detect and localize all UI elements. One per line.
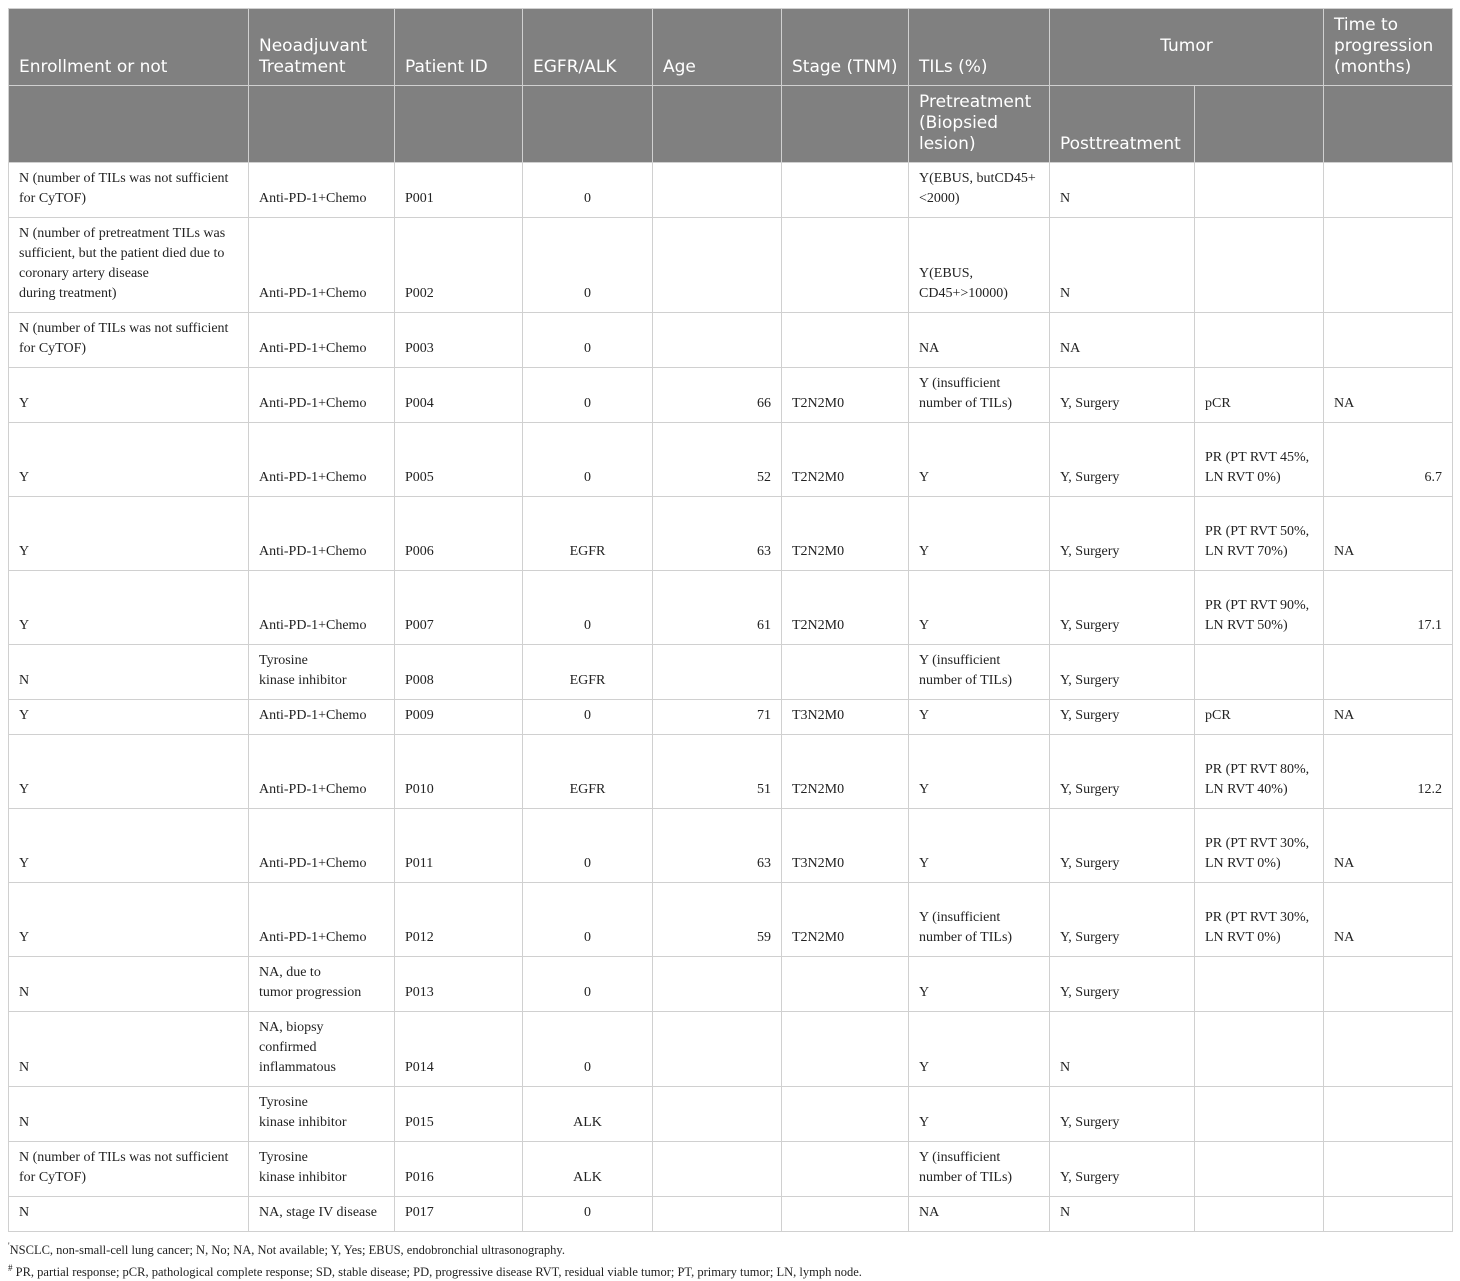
cell-egfr-alk: 0 — [523, 700, 653, 735]
table-row — [9, 883, 1453, 957]
cell-posttreatment: Y, Surgery — [1050, 1087, 1195, 1142]
cell-pretreatment: Y — [909, 735, 1050, 809]
cell-treatment: Anti-PD-1+Chemo — [249, 218, 395, 313]
cell-time-to-progression: NA — [1324, 497, 1453, 571]
cell-pretreatment: Y — [909, 497, 1050, 571]
cell-pretreatment: Y — [909, 809, 1050, 883]
cell-enrollment: N — [9, 1087, 249, 1142]
table-row — [9, 218, 1453, 313]
subheader-empty — [782, 86, 909, 163]
header-age: Age — [653, 9, 782, 86]
cell-treatment: Anti-PD-1+Chemo — [249, 735, 395, 809]
table-row — [9, 1087, 1453, 1142]
footnote-text: PR, partial response; pCR, pathological complete response; SD, stable disease; PD, progressive disease RVT, residual viable tumor; PT, primary tumor; LN, lymph node. — [15, 1265, 862, 1280]
cell-time-to-progression: NA — [1324, 368, 1453, 423]
cell-time-to-progression: 17.1 — [1324, 571, 1453, 645]
cell-pretreatment: Y — [909, 700, 1050, 735]
footnote-response-terms — [8, 1259, 1452, 1281]
cell-age: 51 — [653, 735, 782, 809]
cell-time-to-progression — [1324, 957, 1453, 1012]
cell-time-to-progression: NA — [1324, 700, 1453, 735]
cell-enrollment: N — [9, 957, 249, 1012]
cell-posttreatment: N — [1050, 1197, 1195, 1232]
cell-age — [653, 218, 782, 313]
cell-pretreatment: Y — [909, 1087, 1050, 1142]
subheader-posttreatment: Posttreatment — [1050, 86, 1195, 163]
header-enrollment: Enrollment or not — [9, 9, 249, 86]
cell-tumor-response: PR (PT RVT 90%, LN RVT 50%) — [1195, 571, 1324, 645]
table-body — [9, 163, 1453, 1232]
table-row — [9, 163, 1453, 218]
cell-egfr-alk: 0 — [523, 809, 653, 883]
header-stage: Stage (TNM) — [782, 9, 909, 86]
header-tumor: Tumor — [1050, 9, 1324, 86]
cell-treatment: NA, due to tumor progression — [249, 957, 395, 1012]
cell-pretreatment: Y (insufficient number of TILs) — [909, 645, 1050, 700]
cell-pretreatment: NA — [909, 313, 1050, 368]
cell-tumor-response — [1195, 1012, 1324, 1087]
cell-stage: T3N2M0 — [782, 809, 909, 883]
cell-time-to-progression: 12.2 — [1324, 735, 1453, 809]
cell-enrollment: N (number of TILs was not sufficient for CyTOF) — [9, 163, 249, 218]
cell-egfr-alk: 0 — [523, 571, 653, 645]
cell-treatment: Tyrosine kinase inhibitor — [249, 1087, 395, 1142]
cell-egfr-alk: 0 — [523, 423, 653, 497]
cell-stage — [782, 1142, 909, 1197]
cell-treatment: Tyrosine kinase inhibitor — [249, 645, 395, 700]
cell-stage — [782, 1197, 909, 1232]
cell-age — [653, 645, 782, 700]
cell-age: 59 — [653, 883, 782, 957]
cell-egfr-alk: 0 — [523, 218, 653, 313]
cell-egfr-alk: 0 — [523, 883, 653, 957]
cell-posttreatment: Y, Surgery — [1050, 700, 1195, 735]
patient-table — [8, 8, 1453, 1232]
cell-patient-id: P007 — [395, 571, 523, 645]
cell-tumor-response — [1195, 645, 1324, 700]
cell-time-to-progression — [1324, 1087, 1453, 1142]
cell-tumor-response: PR (PT RVT 80%, LN RVT 40%) — [1195, 735, 1324, 809]
cell-patient-id: P008 — [395, 645, 523, 700]
cell-age: 63 — [653, 809, 782, 883]
cell-tumor-response: PR (PT RVT 30%, LN RVT 0%) — [1195, 809, 1324, 883]
cell-posttreatment: N — [1050, 218, 1195, 313]
cell-patient-id: P017 — [395, 1197, 523, 1232]
cell-patient-id: P006 — [395, 497, 523, 571]
cell-posttreatment: Y, Surgery — [1050, 645, 1195, 700]
cell-posttreatment: Y, Surgery — [1050, 571, 1195, 645]
cell-stage: T3N2M0 — [782, 700, 909, 735]
cell-enrollment: N (number of pretreatment TILs was sufficient, but the patient died due to coronary artery disease during treatment) — [9, 218, 249, 313]
cell-tumor-response: PR (PT RVT 50%, LN RVT 70%) — [1195, 497, 1324, 571]
cell-age — [653, 1197, 782, 1232]
cell-stage — [782, 313, 909, 368]
cell-egfr-alk: ALK — [523, 1142, 653, 1197]
cell-egfr-alk: EGFR — [523, 735, 653, 809]
subheader-empty — [1324, 86, 1453, 163]
cell-tumor-response — [1195, 957, 1324, 1012]
cell-pretreatment: Y(EBUS, CD45+>10000) — [909, 218, 1050, 313]
header-patient-id: Patient ID — [395, 9, 523, 86]
cell-patient-id: P002 — [395, 218, 523, 313]
cell-enrollment: Y — [9, 571, 249, 645]
cell-posttreatment: Y, Surgery — [1050, 1142, 1195, 1197]
cell-pretreatment: Y (insufficient number of TILs) — [909, 883, 1050, 957]
header-tils: TILs (%) — [909, 9, 1050, 86]
cell-treatment: Anti-PD-1+Chemo — [249, 163, 395, 218]
header-row-2 — [9, 86, 1453, 163]
cell-treatment: Anti-PD-1+Chemo — [249, 883, 395, 957]
cell-tumor-response: PR (PT RVT 30%, LN RVT 0%) — [1195, 883, 1324, 957]
cell-time-to-progression: 6.7 — [1324, 423, 1453, 497]
cell-pretreatment: Y — [909, 571, 1050, 645]
cell-stage: T2N2M0 — [782, 497, 909, 571]
cell-posttreatment: Y, Surgery — [1050, 497, 1195, 571]
cell-time-to-progression — [1324, 163, 1453, 218]
cell-time-to-progression — [1324, 1142, 1453, 1197]
cell-stage: T2N2M0 — [782, 571, 909, 645]
cell-egfr-alk: EGFR — [523, 497, 653, 571]
subheader-pretreatment: Pretreatment (Biopsied lesion) — [909, 86, 1050, 163]
cell-tumor-response — [1195, 218, 1324, 313]
cell-posttreatment: Y, Surgery — [1050, 735, 1195, 809]
cell-stage: T2N2M0 — [782, 368, 909, 423]
cell-posttreatment: Y, Surgery — [1050, 809, 1195, 883]
cell-egfr-alk: 0 — [523, 368, 653, 423]
cell-egfr-alk: 0 — [523, 1012, 653, 1087]
footnote-mark: # — [8, 1263, 13, 1274]
cell-enrollment: N (number of TILs was not sufficient for CyTOF) — [9, 1142, 249, 1197]
cell-tumor-response: pCR — [1195, 368, 1324, 423]
cell-egfr-alk: ALK — [523, 1087, 653, 1142]
cell-enrollment: Y — [9, 423, 249, 497]
subheader-empty — [249, 86, 395, 163]
cell-pretreatment: Y (insufficient number of TILs) — [909, 1142, 1050, 1197]
cell-egfr-alk: 0 — [523, 957, 653, 1012]
cell-treatment: Anti-PD-1+Chemo — [249, 313, 395, 368]
cell-enrollment: N — [9, 1197, 249, 1232]
cell-egfr-alk: EGFR — [523, 645, 653, 700]
cell-posttreatment: N — [1050, 1012, 1195, 1087]
cell-time-to-progression: NA — [1324, 883, 1453, 957]
cell-treatment: NA, stage IV disease — [249, 1197, 395, 1232]
cell-treatment: Anti-PD-1+Chemo — [249, 809, 395, 883]
cell-posttreatment: NA — [1050, 313, 1195, 368]
cell-age: 66 — [653, 368, 782, 423]
cell-treatment: Anti-PD-1+Chemo — [249, 571, 395, 645]
table-row — [9, 1012, 1453, 1087]
table-row — [9, 735, 1453, 809]
table-row — [9, 1142, 1453, 1197]
cell-patient-id: P003 — [395, 313, 523, 368]
cell-posttreatment: Y, Surgery — [1050, 423, 1195, 497]
cell-treatment: NA, biopsy confirmed inflammatous — [249, 1012, 395, 1087]
footnote-text: NSCLC, non-small-cell lung cancer; N, No; NA, Not available; Y, Yes; EBUS, endobronchial ultrasonography. — [9, 1243, 565, 1258]
header-egfr-alk: EGFR/ALK — [523, 9, 653, 86]
subheader-empty — [1195, 86, 1324, 163]
cell-patient-id: P015 — [395, 1087, 523, 1142]
table-row — [9, 571, 1453, 645]
table-row — [9, 957, 1453, 1012]
cell-pretreatment: Y — [909, 957, 1050, 1012]
cell-tumor-response — [1195, 163, 1324, 218]
cell-tumor-response: PR (PT RVT 45%, LN RVT 0%) — [1195, 423, 1324, 497]
cell-age — [653, 1142, 782, 1197]
table-row — [9, 368, 1453, 423]
cell-stage — [782, 957, 909, 1012]
cell-enrollment: N — [9, 645, 249, 700]
cell-treatment: Anti-PD-1+Chemo — [249, 423, 395, 497]
cell-age — [653, 1087, 782, 1142]
cell-enrollment: Y — [9, 497, 249, 571]
cell-pretreatment: Y(EBUS, butCD45+<2000) — [909, 163, 1050, 218]
header-time-to-progression: Time to progression (months) — [1324, 9, 1453, 86]
cell-time-to-progression — [1324, 1197, 1453, 1232]
cell-stage — [782, 1087, 909, 1142]
subheader-empty — [395, 86, 523, 163]
cell-age: 71 — [653, 700, 782, 735]
cell-enrollment: Y — [9, 883, 249, 957]
cell-age — [653, 957, 782, 1012]
cell-tumor-response: pCR — [1195, 700, 1324, 735]
table-row — [9, 497, 1453, 571]
subheader-empty — [9, 86, 249, 163]
table-row — [9, 645, 1453, 700]
cell-age — [653, 163, 782, 218]
footnote-abbreviations — [8, 1237, 1452, 1259]
cell-patient-id: P004 — [395, 368, 523, 423]
cell-pretreatment: Y (insufficient number of TILs) — [909, 368, 1050, 423]
table-row — [9, 809, 1453, 883]
footnote-mark: ' — [8, 1241, 10, 1251]
cell-time-to-progression — [1324, 645, 1453, 700]
cell-patient-id: P011 — [395, 809, 523, 883]
cell-tumor-response — [1195, 1142, 1324, 1197]
cell-patient-id: P005 — [395, 423, 523, 497]
header-treatment: Neoadjuvant Treatment — [249, 9, 395, 86]
cell-time-to-progression — [1324, 218, 1453, 313]
cell-stage — [782, 218, 909, 313]
cell-pretreatment: Y — [909, 423, 1050, 497]
cell-patient-id: P001 — [395, 163, 523, 218]
cell-age: 63 — [653, 497, 782, 571]
cell-patient-id: P014 — [395, 1012, 523, 1087]
cell-enrollment: Y — [9, 700, 249, 735]
cell-egfr-alk: 0 — [523, 163, 653, 218]
cell-patient-id: P010 — [395, 735, 523, 809]
cell-enrollment: Y — [9, 368, 249, 423]
cell-tumor-response — [1195, 313, 1324, 368]
cell-patient-id: P013 — [395, 957, 523, 1012]
cell-stage — [782, 163, 909, 218]
cell-patient-id: P009 — [395, 700, 523, 735]
cell-treatment: Anti-PD-1+Chemo — [249, 497, 395, 571]
footnotes — [8, 1237, 1452, 1281]
cell-tumor-response — [1195, 1197, 1324, 1232]
cell-treatment: Anti-PD-1+Chemo — [249, 700, 395, 735]
table-row — [9, 1197, 1453, 1232]
header-row-1 — [9, 9, 1453, 86]
table-row — [9, 423, 1453, 497]
cell-age — [653, 1012, 782, 1087]
subheader-empty — [523, 86, 653, 163]
cell-pretreatment: Y — [909, 1012, 1050, 1087]
cell-posttreatment: Y, Surgery — [1050, 883, 1195, 957]
cell-patient-id: P016 — [395, 1142, 523, 1197]
cell-posttreatment: Y, Surgery — [1050, 957, 1195, 1012]
table-container — [8, 8, 1452, 1281]
cell-age: 52 — [653, 423, 782, 497]
cell-treatment: Anti-PD-1+Chemo — [249, 368, 395, 423]
subheader-empty — [653, 86, 782, 163]
cell-enrollment: Y — [9, 735, 249, 809]
table-row — [9, 313, 1453, 368]
cell-stage: T2N2M0 — [782, 735, 909, 809]
cell-patient-id: P012 — [395, 883, 523, 957]
cell-posttreatment: N — [1050, 163, 1195, 218]
cell-stage: T2N2M0 — [782, 883, 909, 957]
cell-posttreatment: Y, Surgery — [1050, 368, 1195, 423]
cell-egfr-alk: 0 — [523, 1197, 653, 1232]
cell-time-to-progression — [1324, 1012, 1453, 1087]
cell-enrollment: N (number of TILs was not sufficient for CyTOF) — [9, 313, 249, 368]
cell-egfr-alk: 0 — [523, 313, 653, 368]
cell-stage — [782, 645, 909, 700]
cell-pretreatment: NA — [909, 1197, 1050, 1232]
cell-enrollment: N — [9, 1012, 249, 1087]
cell-tumor-response — [1195, 1087, 1324, 1142]
cell-age: 61 — [653, 571, 782, 645]
cell-time-to-progression — [1324, 313, 1453, 368]
cell-treatment: Tyrosine kinase inhibitor — [249, 1142, 395, 1197]
cell-stage — [782, 1012, 909, 1087]
table-row — [9, 700, 1453, 735]
cell-time-to-progression: NA — [1324, 809, 1453, 883]
cell-enrollment: Y — [9, 809, 249, 883]
cell-stage: T2N2M0 — [782, 423, 909, 497]
cell-age — [653, 313, 782, 368]
